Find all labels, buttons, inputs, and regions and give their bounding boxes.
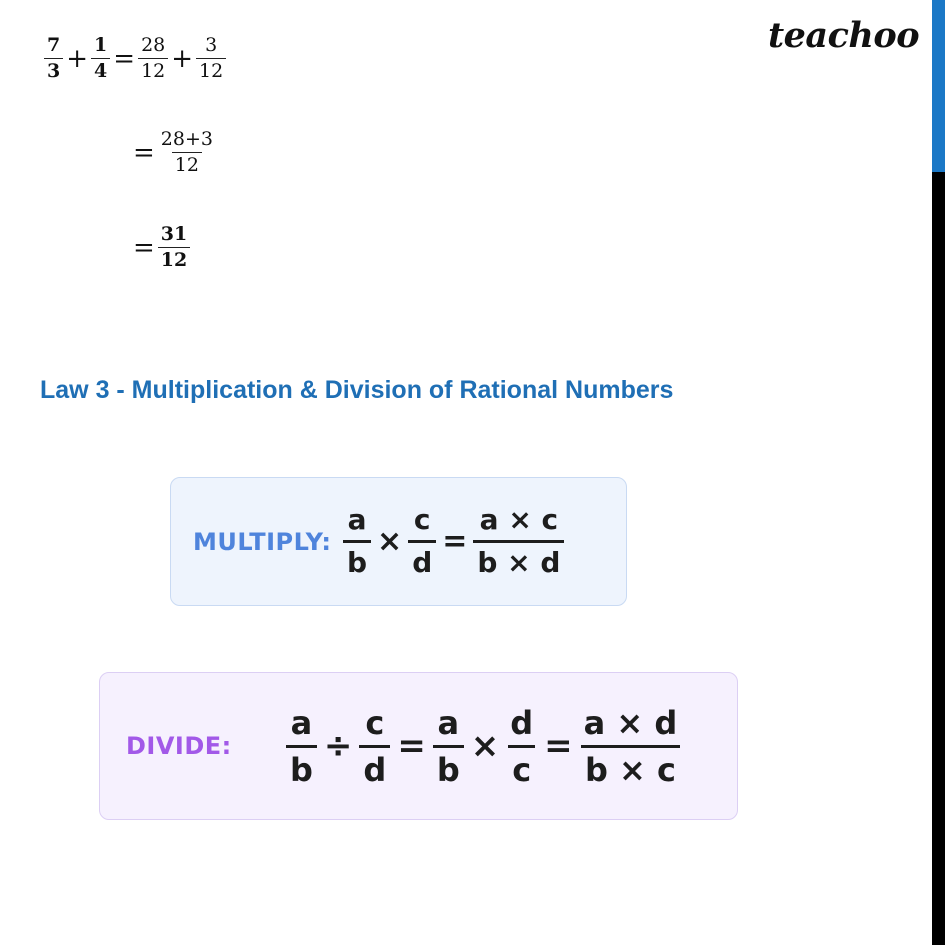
- multiply-rule-card: [170, 477, 627, 606]
- equals-sign: =: [133, 137, 155, 168]
- teachoo-logo: teachoo: [768, 15, 920, 56]
- fraction-3-over-12: [196, 36, 226, 81]
- denominator: 4: [91, 58, 110, 81]
- equals-sign: =: [544, 726, 573, 766]
- divide-rule-card: [99, 672, 738, 820]
- denominator: d: [359, 745, 390, 786]
- numerator: a: [437, 703, 460, 742]
- denominator: 12: [172, 152, 202, 175]
- numerator: 1: [94, 34, 108, 56]
- denominator: b × d: [473, 540, 564, 577]
- fraction-7-over-3: [44, 36, 63, 81]
- equals-sign: =: [442, 524, 468, 559]
- fraction-c-over-d: [408, 503, 436, 579]
- numerator: 28: [141, 34, 166, 56]
- plus-sign: +: [171, 43, 194, 74]
- fraction-a-over-b: [286, 703, 317, 789]
- fraction-31-over-12: [158, 225, 190, 270]
- equals-sign: =: [113, 43, 136, 74]
- equals-sign: =: [397, 726, 426, 766]
- plus-sign: +: [66, 43, 89, 74]
- denominator: b × c: [581, 745, 680, 786]
- numerator: c: [365, 703, 385, 742]
- section-heading: Law 3 - Multiplication & Division of Rational Numbers: [40, 376, 674, 404]
- multiply-label: MULTIPLY:: [193, 527, 332, 556]
- divide-sign: ÷: [323, 726, 353, 766]
- equation-line-1: [44, 36, 226, 81]
- numerator: d: [510, 703, 534, 742]
- numerator: 31: [160, 223, 188, 245]
- numerator: 7: [47, 34, 61, 56]
- fraction-1-over-4: [91, 36, 110, 81]
- divide-label: DIVIDE:: [126, 732, 232, 760]
- denominator: d: [408, 540, 436, 577]
- fraction-d-over-c: [506, 703, 537, 789]
- fraction-a-over-b: [433, 703, 464, 789]
- denominator: 12: [138, 58, 168, 81]
- denominator: b: [343, 540, 371, 577]
- numerator: a × d: [583, 703, 678, 742]
- equals-sign: =: [133, 232, 155, 263]
- numerator: c: [413, 503, 431, 536]
- denominator: 3: [44, 58, 63, 81]
- numerator: 28+3: [160, 128, 213, 150]
- scrollbar-thumb[interactable]: [932, 0, 945, 172]
- numerator: a × c: [479, 503, 559, 536]
- equation-line-2: [130, 130, 216, 175]
- equation-line-3: [130, 225, 190, 270]
- times-sign: ×: [470, 726, 500, 766]
- fraction-28-plus-3-over-12: [158, 130, 216, 175]
- denominator: 12: [196, 58, 226, 81]
- denominator: b: [433, 745, 464, 786]
- numerator: 3: [205, 34, 218, 56]
- denominator: 12: [158, 247, 190, 270]
- fraction-result: [473, 503, 564, 579]
- numerator: a: [290, 703, 313, 742]
- denominator: b: [286, 745, 317, 786]
- fraction-result: [580, 703, 682, 789]
- times-sign: ×: [377, 524, 403, 559]
- denominator: c: [508, 745, 535, 786]
- fraction-c-over-d: [359, 703, 390, 789]
- fraction-28-over-12: [138, 36, 168, 81]
- fraction-a-over-b: [343, 503, 371, 579]
- numerator: a: [347, 503, 367, 536]
